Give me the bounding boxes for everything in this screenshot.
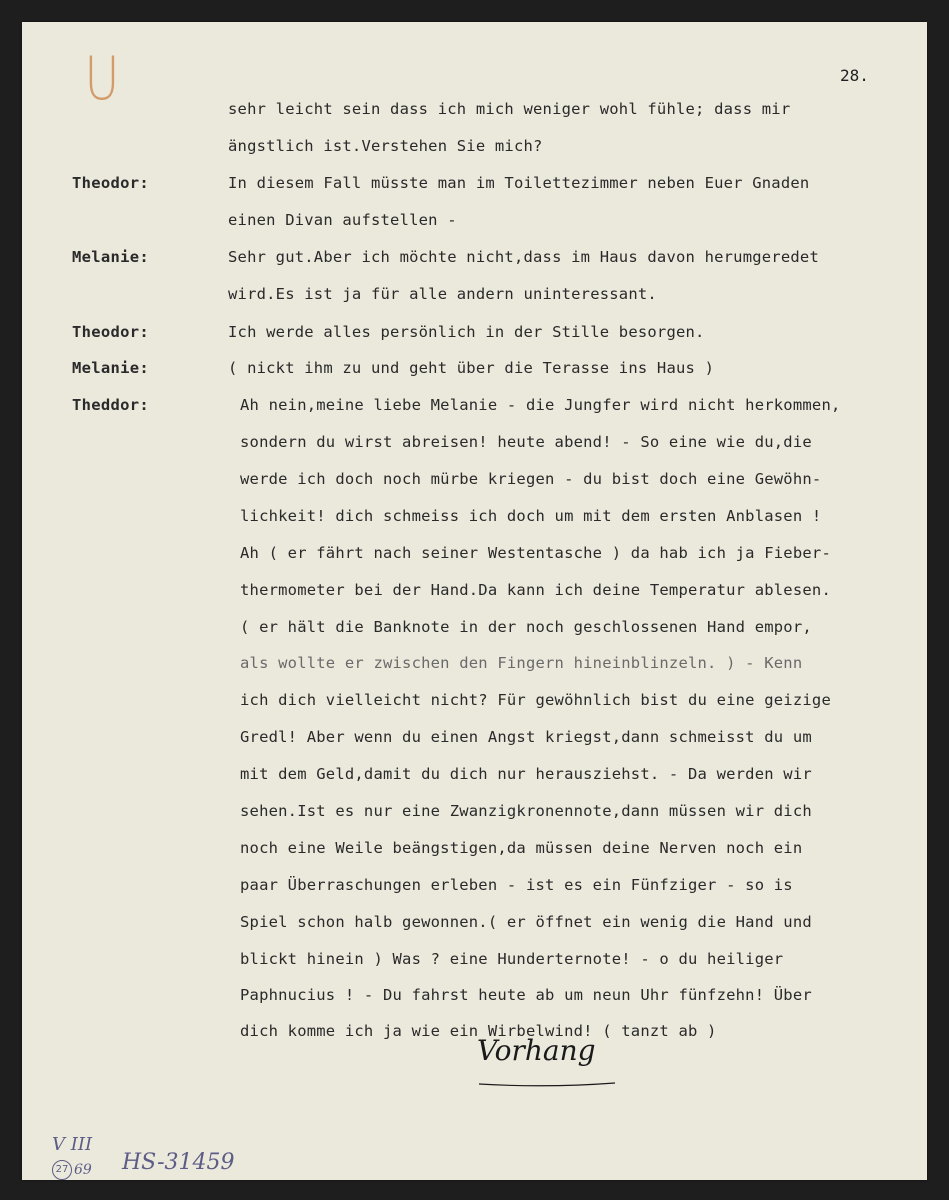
stage-direction: ( er hält die Banknote in der noch geschlossenen Hand empor, [240, 618, 812, 636]
speaker-label: Melanie: [72, 248, 150, 266]
speaker-label: Theodor: [72, 323, 150, 341]
text-line: ich dich vielleicht nicht? Für gewöhnlich bist du eine geizige [240, 691, 831, 709]
speaker-label: Theodor: [72, 174, 150, 192]
text-line: Spiel schon halb gewonnen.( er öffnet ein wenig die Hand und [240, 913, 812, 931]
text-line: Paphnucius ! - Du fahrst heute ab um neun Uhr fünfzehn! Über [240, 986, 812, 1004]
text-line: sehr leicht sein dass ich mich weniger wohl fühle; dass mir [228, 100, 791, 118]
text-line: Ah nein,meine liebe Melanie - die Jungfer wird nicht herkommen, [240, 396, 841, 414]
archive-volume: V III [52, 1134, 93, 1155]
page-number: 28. [840, 66, 869, 85]
text-line: paar Überraschungen erleben - ist es ein Fünfziger - so is [240, 876, 793, 894]
text-line: Ah ( er fährt nach seiner Westentasche ) da hab ich ja Fieber- [240, 544, 831, 562]
text-line: Ich werde alles persönlich in der Stille besorgen. [228, 323, 705, 341]
speaker-label: Melanie: [72, 359, 150, 377]
speaker-label: Theddor: [72, 396, 150, 414]
text-line: lichkeit! dich schmeiss ich doch um mit dem ersten Anblasen ! [240, 507, 822, 525]
archive-sheet-number: 69 [74, 1162, 92, 1178]
text-line: thermometer bei der Hand.Da kann ich deine Temperatur ablesen. [240, 581, 831, 599]
closing-underline [477, 1080, 617, 1090]
closing-handwritten-note: Vorhang [477, 1034, 596, 1067]
text-line: dich komme ich ja wie ein Wirbelwind! ( tanzt ab ) [240, 1022, 717, 1040]
text-line: einen Divan aufstellen - [228, 211, 457, 229]
text-line: noch eine Weile beängstigen,da müssen deine Nerven noch ein [240, 839, 803, 857]
stage-direction: als wollte er zwischen den Fingern hineinblinzeln. ) - Kenn [240, 654, 803, 672]
archive-circle-number: 27 [52, 1160, 72, 1180]
text-line: Sehr gut.Aber ich möchte nicht,dass im Haus davon herumgeredet [228, 248, 819, 266]
text-line: sondern du wirst abreisen! heute abend! - So eine wie du,die [240, 433, 812, 451]
text-line: blickt hinein ) Was ? eine Hunderternote! - o du heiliger [240, 950, 784, 968]
manuscript-page [22, 22, 927, 1180]
text-line: ängstlich ist.Verstehen Sie mich? [228, 137, 543, 155]
text-line: sehen.Ist es nur eine Zwanzigkronennote,dann müssen wir dich [240, 802, 812, 820]
corner-mark: U [84, 44, 120, 114]
stage-direction: ( nickt ihm zu und geht über die Terasse ins Haus ) [228, 359, 715, 377]
text-line: mit dem Geld,damit du dich nur herausziehst. - Da werden wir [240, 765, 812, 783]
archive-signature: HS-31459 [122, 1150, 235, 1175]
text-line: Gredl! Aber wenn du einen Angst kriegst,dann schmeisst du um [240, 728, 812, 746]
text-line: In diesem Fall müsste man im Toilettezimmer neben Euer Gnaden [228, 174, 810, 192]
text-line: werde ich doch noch mürbe kriegen - du bist doch eine Gewöhn- [240, 470, 822, 488]
text-line: wird.Es ist ja für alle andern uninteressant. [228, 285, 657, 303]
